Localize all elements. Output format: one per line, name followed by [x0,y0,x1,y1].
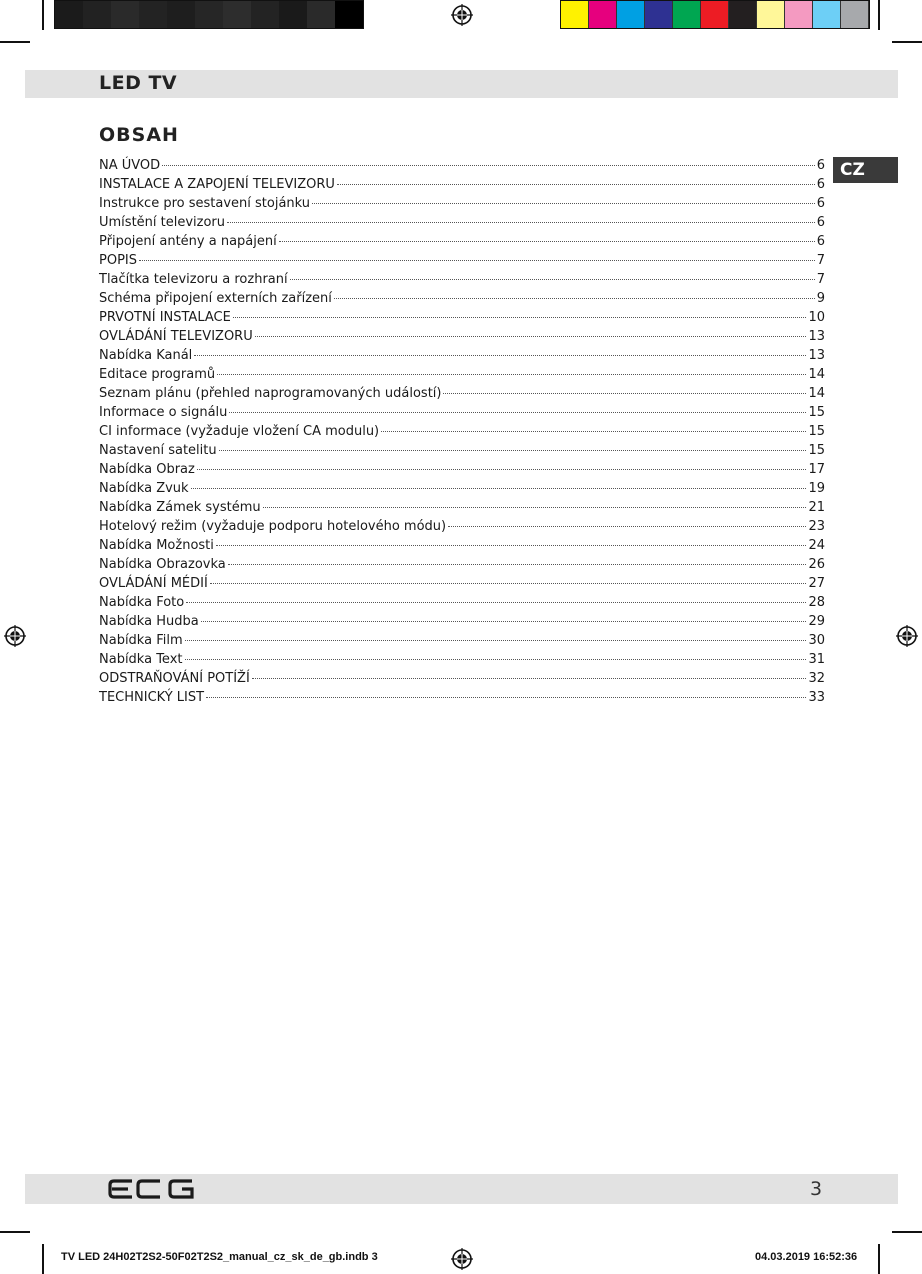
file-slug: TV LED 24H02T2S2-50F02T2S2_manual_cz_sk_de_gb.indb 3 [61,1251,378,1263]
toc-entry[interactable] [99,327,825,346]
toc-entry-page: 29 [808,614,825,629]
toc-entry-page: 13 [808,348,825,363]
toc-leader-dots [217,374,806,375]
crop-mark [892,41,922,43]
color-swatch [813,1,841,28]
toc-entry[interactable] [99,479,825,498]
toc-entry-title: Nabídka Film [99,633,183,648]
toc-entry-title: Tlačítka televizoru a rozhraní [99,272,288,287]
toc-entry[interactable] [99,232,825,251]
toc-leader-dots [185,659,807,660]
toc-entry-page: 31 [808,652,825,667]
toc-entry-page: 6 [816,215,825,230]
crop-mark [892,1231,922,1233]
toc-entry[interactable] [99,460,825,479]
toc-entry-page: 30 [808,633,825,648]
crop-mark [42,1244,44,1274]
toc-entry-page: 15 [808,424,825,439]
toc-entry[interactable] [99,308,825,327]
toc-entry[interactable] [99,194,825,213]
grayscale-swatch [195,1,223,28]
toc-entry-page: 23 [808,519,825,534]
toc-entry-title: OVLÁDÁNÍ TELEVIZORU [99,329,253,344]
toc-entry-title: Informace o signálu [99,405,228,420]
grayscale-swatch [279,1,307,28]
table-of-contents [99,156,825,707]
print-timestamp: 04.03.2019 16:52:36 [755,1251,858,1263]
toc-heading: OBSAH [99,124,179,146]
toc-entry[interactable] [99,213,825,232]
toc-entry-page: 13 [808,329,825,344]
toc-entry[interactable] [99,365,825,384]
toc-leader-dots [312,203,815,204]
grayscale-swatch [139,1,167,28]
toc-entry-page: 19 [808,481,825,496]
toc-entry-page: 6 [816,177,825,192]
crop-mark [42,0,44,30]
registration-mark-icon [451,4,473,26]
toc-entry[interactable] [99,175,825,194]
toc-entry-title: CI informace (vyžaduje vložení CA modulu) [99,424,380,439]
toc-leader-dots [162,165,815,166]
toc-entry[interactable] [99,498,825,517]
toc-entry-title: Nabídka Možnosti [99,538,214,553]
toc-entry[interactable] [99,156,825,175]
toc-entry[interactable] [99,270,825,289]
toc-entry-page: 21 [808,500,825,515]
toc-leader-dots [216,545,807,546]
toc-entry-page: 26 [808,557,825,572]
crop-mark [0,1231,30,1233]
toc-entry-title: Seznam plánu (přehled naprogramovaných událostí) [99,386,442,401]
color-swatch [561,1,589,28]
toc-leader-dots [255,336,807,337]
toc-entry[interactable] [99,422,825,441]
toc-entry-title: Nabídka Zámek systému [99,500,261,515]
toc-entry-page: 9 [816,291,825,306]
toc-entry[interactable] [99,346,825,365]
toc-entry[interactable] [99,612,825,631]
toc-leader-dots [210,583,807,584]
toc-entry-title: NA ÚVOD [99,158,161,173]
grayscale-swatch [55,1,83,28]
color-swatch [617,1,645,28]
grayscale-swatch [335,1,363,28]
toc-leader-dots [233,317,807,318]
toc-entry[interactable] [99,441,825,460]
toc-entry[interactable] [99,517,825,536]
page-number: 3 [810,1178,823,1200]
toc-entry-page: 6 [816,196,825,211]
toc-entry[interactable] [99,555,825,574]
toc-leader-dots [381,431,806,432]
grayscale-swatch [167,1,195,28]
toc-leader-dots [186,602,806,603]
toc-entry[interactable] [99,403,825,422]
color-swatch [757,1,785,28]
toc-entry-page: 7 [816,272,825,287]
grayscale-swatch [111,1,139,28]
toc-leader-dots [252,678,807,679]
toc-entry[interactable] [99,251,825,270]
toc-entry-page: 27 [808,576,825,591]
toc-entry-title: Nabídka Foto [99,595,185,610]
toc-leader-dots [219,450,807,451]
toc-leader-dots [337,184,815,185]
toc-leader-dots [229,412,806,413]
toc-leader-dots [448,526,806,527]
toc-entry-title: Nabídka Text [99,652,183,667]
toc-entry[interactable] [99,631,825,650]
toc-leader-dots [228,564,807,565]
toc-entry-title: PRVOTNÍ INSTALACE [99,310,231,325]
toc-entry-page: 33 [808,690,825,705]
toc-entry-page: 6 [816,234,825,249]
toc-leader-dots [197,469,807,470]
grayscale-swatch [83,1,111,28]
toc-entry[interactable] [99,289,825,308]
toc-entry-page: 15 [808,405,825,420]
toc-entry-page: 6 [816,158,825,173]
language-tab: CZ [833,157,898,183]
toc-leader-dots [227,222,815,223]
color-swatch [589,1,617,28]
toc-entry-title: Nabídka Zvuk [99,481,189,496]
toc-entry-page: 28 [808,595,825,610]
toc-leader-dots [191,488,807,489]
toc-leader-dots [206,697,806,698]
toc-entry-page: 15 [808,443,825,458]
grayscale-swatch [223,1,251,28]
toc-leader-dots [263,507,807,508]
toc-entry-title: POPIS [99,253,137,268]
toc-entry[interactable] [99,574,825,593]
toc-entry-title: INSTALACE A ZAPOJENÍ TELEVIZORU [99,177,335,192]
toc-leader-dots [185,640,807,641]
toc-entry-title: Schéma připojení externích zařízení [99,291,332,306]
toc-entry[interactable] [99,536,825,555]
toc-entry-title: Nabídka Obraz [99,462,195,477]
registration-mark-icon [896,625,918,647]
toc-entry[interactable] [99,650,825,669]
toc-leader-dots [334,298,815,299]
toc-entry-page: 10 [808,310,825,325]
grayscale-swatch [251,1,279,28]
grayscale-calibration-strip [54,0,364,29]
toc-entry-page: 7 [816,253,825,268]
toc-leader-dots [194,355,806,356]
toc-leader-dots [290,279,815,280]
toc-leader-dots [139,260,815,261]
toc-entry-page: 17 [808,462,825,477]
registration-mark-icon [4,625,26,647]
toc-entry-page: 24 [808,538,825,553]
color-swatch [701,1,729,28]
color-swatch [673,1,701,28]
toc-entry-title: ODSTRAŇOVÁNÍ POTÍŽÍ [99,671,250,686]
color-swatch [785,1,813,28]
toc-entry[interactable] [99,669,825,688]
toc-entry-title: Nabídka Hudba [99,614,199,629]
color-swatch [729,1,757,28]
registration-mark-icon [451,1248,473,1270]
toc-leader-dots [279,241,815,242]
toc-entry-title: Hotelový režim (vyžaduje podporu hotelového módu) [99,519,447,534]
grayscale-swatch [307,1,335,28]
toc-entry-page: 14 [808,386,825,401]
toc-entry-title: Připojení antény a napájení [99,234,277,249]
ecg-logo [108,1178,196,1200]
color-swatch [841,1,869,28]
toc-entry[interactable] [99,384,825,403]
toc-entry-title: Nastavení satelitu [99,443,217,458]
toc-entry[interactable] [99,688,825,707]
crop-mark [0,41,30,43]
crop-mark [878,0,880,30]
toc-leader-dots [443,393,806,394]
toc-entry-page: 32 [808,671,825,686]
toc-entry-title: TECHNICKÝ LIST [99,690,205,705]
toc-entry-title: Editace programů [99,367,216,382]
toc-entry-title: Nabídka Obrazovka [99,557,226,572]
toc-leader-dots [201,621,807,622]
toc-entry-title: Nabídka Kanál [99,348,193,363]
color-swatch [645,1,673,28]
toc-entry-title: Umístění televizoru [99,215,226,230]
toc-entry-title: OVLÁDÁNÍ MÉDIÍ [99,576,208,591]
crop-mark [878,1244,880,1274]
toc-entry-page: 14 [808,367,825,382]
page-header-title: LED TV [99,72,178,94]
color-calibration-strip [560,0,870,29]
toc-entry[interactable] [99,593,825,612]
toc-entry-title: Instrukce pro sestavení stojánku [99,196,311,211]
